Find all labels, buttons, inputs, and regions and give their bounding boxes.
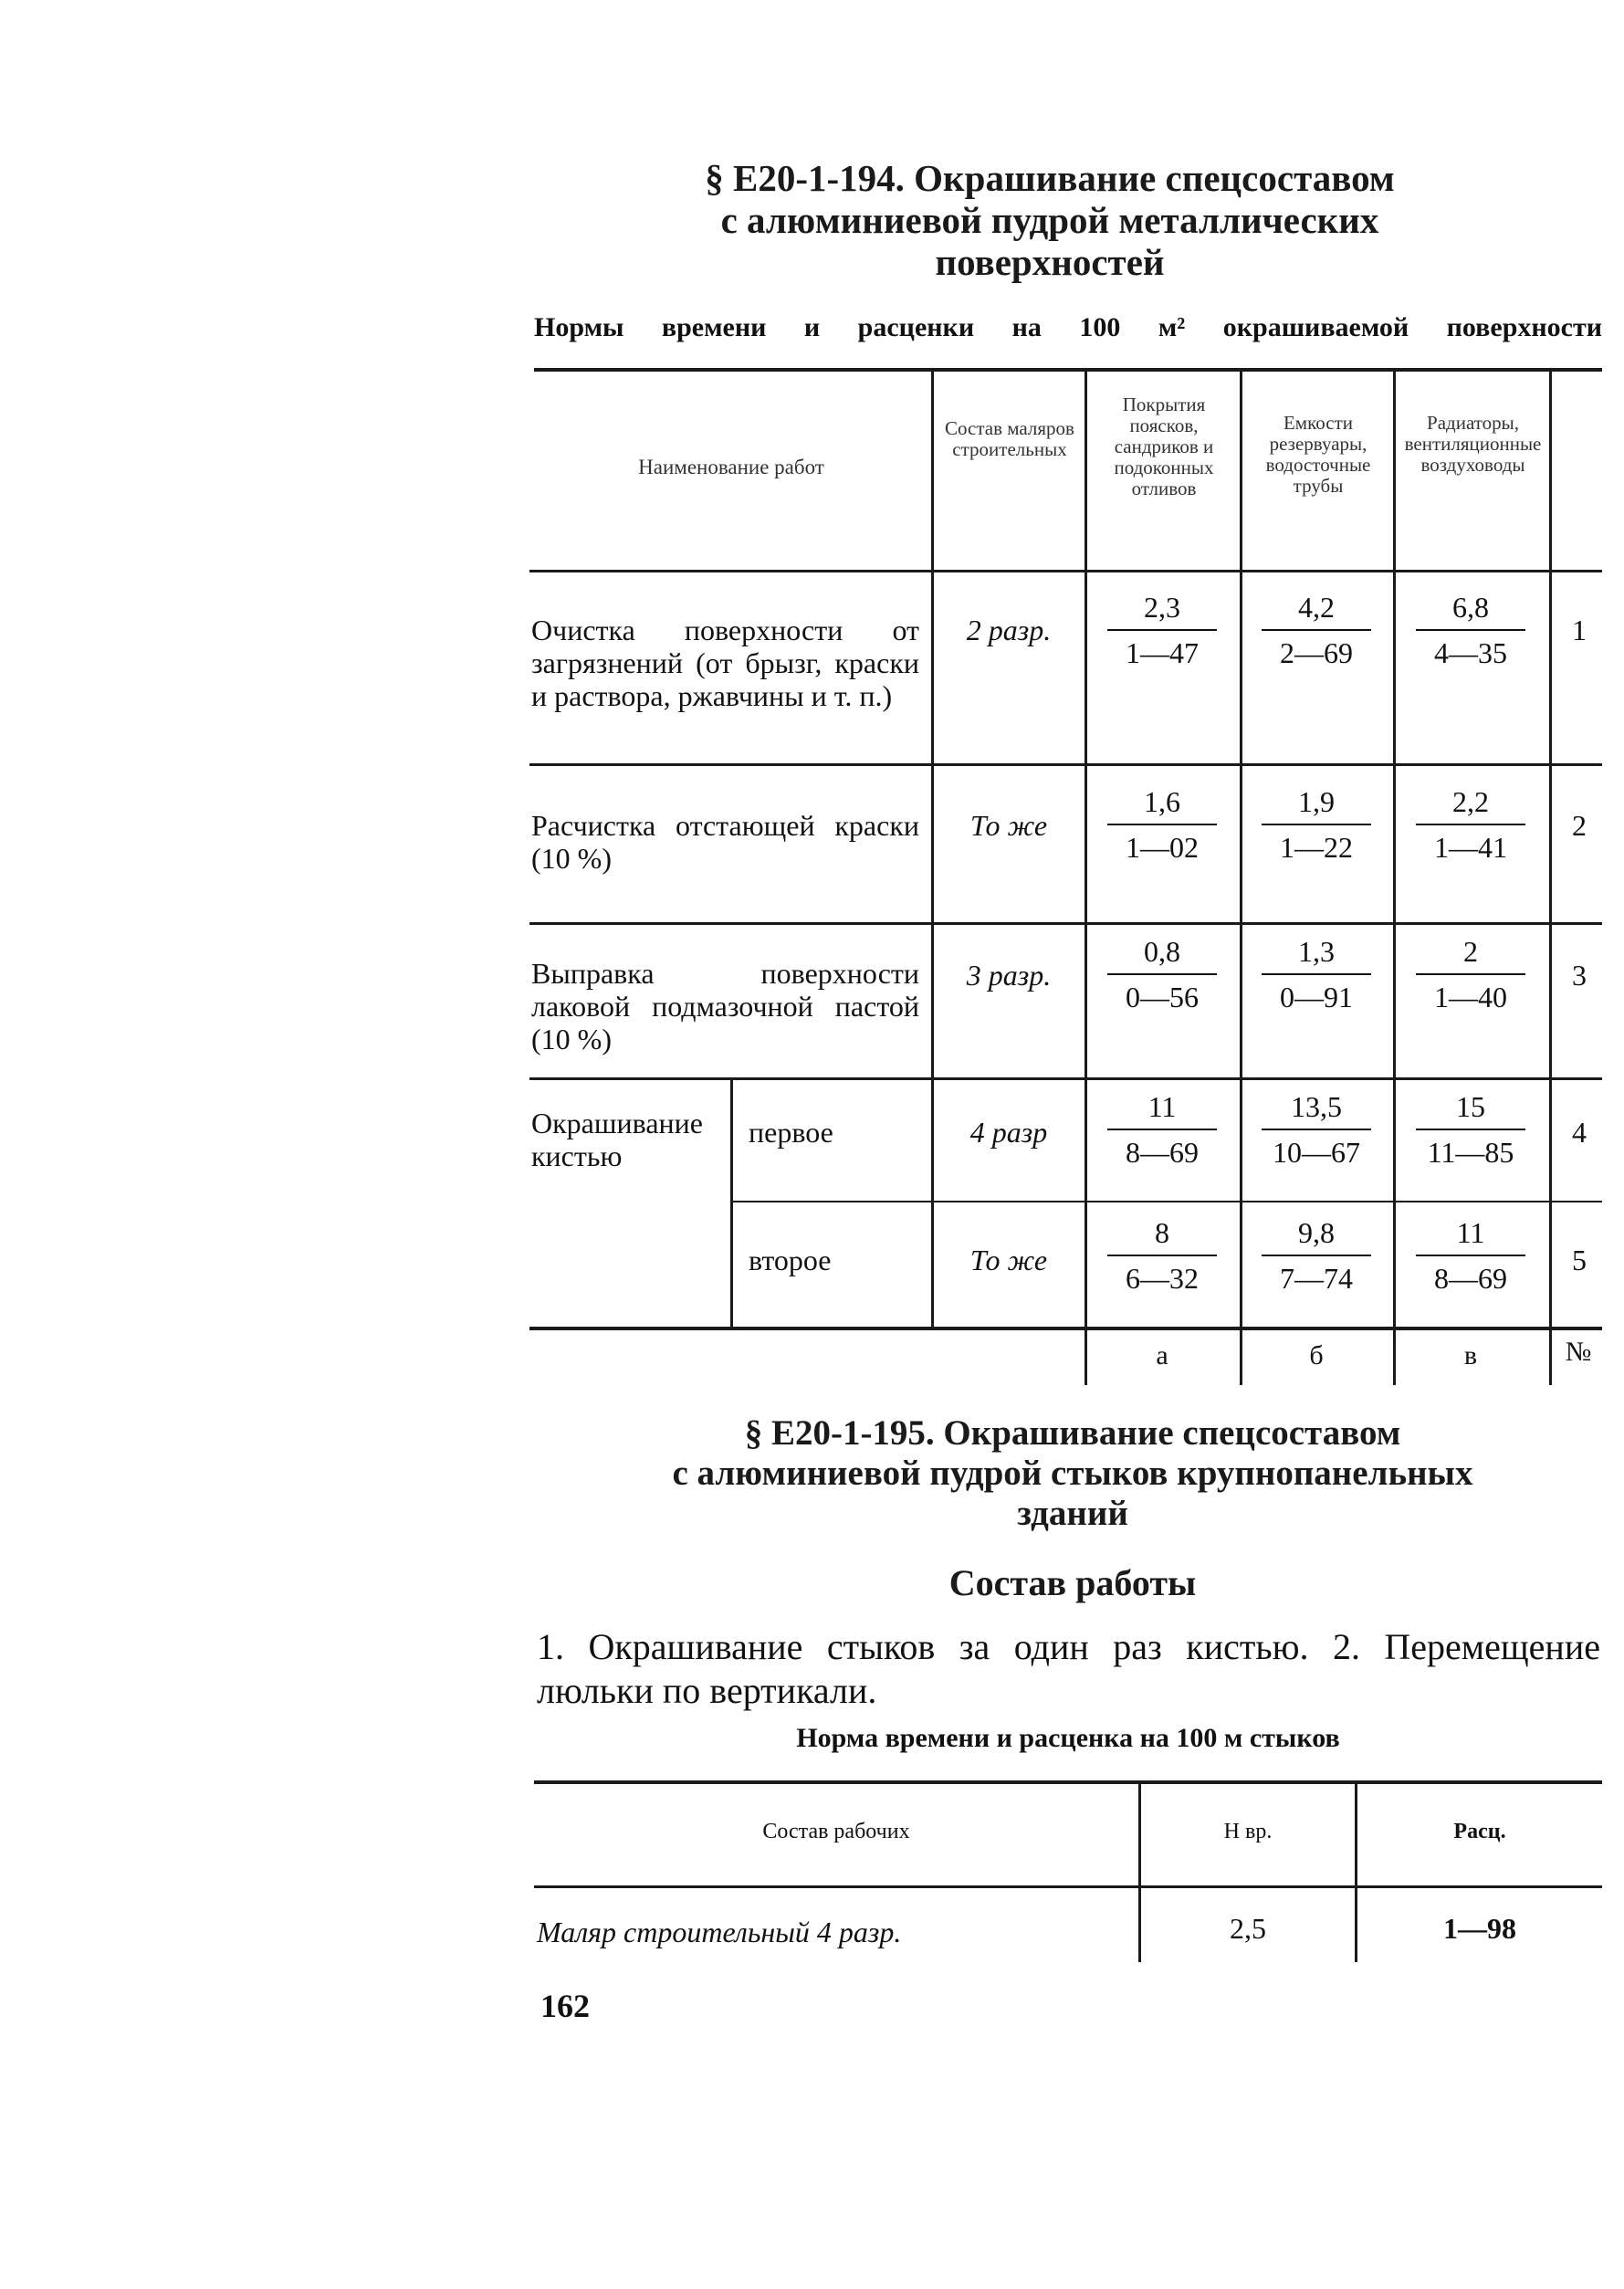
column-letter-b: б [1309, 1340, 1324, 1370]
row-3-b-rate: 0—91 [1280, 981, 1353, 1013]
header-col-a: Покрытия поясков, сандриков и подоконных отливов [1114, 394, 1214, 499]
row-5-a-rate: 6—32 [1126, 1262, 1199, 1295]
row-4-value-b [1262, 1088, 1371, 1171]
work-composition-heading: Состав работы [948, 1562, 1197, 1603]
row-rule-3 [529, 1077, 1602, 1080]
work-composition-text: 1. Окрашивание стыков за один раз кистью. 2. Перемещение люльки по вертикали. [537, 1626, 1600, 1711]
column-letter-a: а [1156, 1340, 1168, 1370]
table-2-header-rule [534, 1885, 1602, 1888]
row-4-number: 4 [1572, 1116, 1587, 1149]
row-3-a-rate: 0—56 [1126, 981, 1199, 1013]
row-1-c-rate: 4—35 [1434, 636, 1507, 669]
table-2-header-crew: Состав рабочих [762, 1820, 910, 1843]
row-2-value-c [1416, 783, 1525, 866]
section-2-heading-line2: с алюминиевой пудрой стыков крупнопанельных [672, 1454, 1473, 1493]
row-2-number: 2 [1572, 809, 1587, 842]
section-2-heading [548, 1413, 1598, 1534]
row-4-a-rate: 8—69 [1126, 1136, 1199, 1169]
section-1-heading-line3: поверхностей [935, 241, 1165, 283]
column-number-sign: № [1565, 1337, 1592, 1367]
section-1-heading [584, 157, 1515, 283]
row-3-number: 3 [1572, 959, 1587, 992]
row-5-value-b [1262, 1214, 1371, 1297]
row-5-number: 5 [1572, 1244, 1587, 1276]
row-2-value-b [1262, 783, 1371, 866]
table-2-rate-value: 1—98 [1443, 1912, 1516, 1945]
row-5-value-c [1416, 1214, 1525, 1297]
row-2-c-norm: 2,2 [1452, 785, 1489, 818]
col-divider-a [1084, 372, 1087, 1385]
table-bottom-rule [529, 1327, 1602, 1330]
row-3-c-rate: 1—40 [1434, 981, 1507, 1013]
row-1-a-norm: 2,3 [1144, 591, 1180, 624]
row-1-b-rate: 2—69 [1280, 636, 1353, 669]
row-rule-1 [529, 763, 1602, 766]
row-1-b-norm: 4,2 [1298, 591, 1335, 624]
row-rule-4 [730, 1201, 1602, 1202]
col-divider-crew [931, 372, 934, 1327]
row-4-crew: 4 разр [969, 1116, 1048, 1149]
table-header-rule [529, 570, 1602, 572]
row-3-crew: 3 разр. [966, 959, 1052, 992]
row-2-b-norm: 1,9 [1298, 785, 1335, 818]
row-3-a-norm: 0,8 [1144, 935, 1180, 968]
row-5-a-norm: 8 [1155, 1216, 1169, 1249]
section-1-heading-line2: с алюминиевой пудрой металлических [720, 199, 1379, 241]
row-5-b-norm: 9,8 [1298, 1216, 1335, 1249]
col-divider-group [730, 1080, 733, 1327]
section-1-heading-line1: § Е20-1-194. Окрашивание спецсоставом [705, 157, 1395, 199]
row-1-value-a [1107, 589, 1217, 671]
header-col-b: Емкости резервуары, водосточные трубы [1265, 412, 1371, 497]
row-2-value-a [1107, 783, 1217, 866]
col-divider-b [1240, 372, 1242, 1385]
row-3-c-norm: 2 [1463, 935, 1478, 968]
row-5-work-name: второе [749, 1244, 832, 1276]
row-4-b-norm: 13,5 [1291, 1090, 1342, 1123]
row-2-a-norm: 1,6 [1144, 785, 1180, 818]
row-1-value-c [1416, 589, 1525, 671]
page-number: 162 [540, 1988, 590, 2024]
section-1-table-caption: Нормы времени и расценки на 100 м² окрашиваемой поверхности [534, 312, 1602, 342]
row-1-a-rate: 1—47 [1126, 636, 1199, 669]
row-rule-2 [529, 922, 1602, 925]
row-2-a-rate: 1—02 [1126, 831, 1199, 864]
row-5-c-rate: 8—69 [1434, 1262, 1507, 1295]
row-3-value-c [1416, 933, 1525, 1015]
table-2-header-hours: Н вр. [1223, 1820, 1273, 1843]
row-4-value-c [1416, 1088, 1525, 1171]
row-4-work-name: первое [749, 1116, 833, 1149]
table-2-crew-value: Маляр строительный 4 разр. [537, 1916, 902, 1948]
row-5-crew: То же [969, 1244, 1048, 1276]
col-divider-c [1393, 372, 1396, 1385]
row-4-b-rate: 10—67 [1273, 1136, 1360, 1169]
row-4-c-rate: 11—85 [1427, 1136, 1514, 1169]
header-col-c: Радиаторы, вентиляционные воздуховоды [1404, 412, 1542, 476]
row-3-value-b [1262, 933, 1371, 1015]
row-4-value-a [1107, 1088, 1217, 1171]
row-5-b-rate: 7—74 [1280, 1262, 1353, 1295]
section-2-heading-line1: § Е20-1-195. Окрашивание спецсоставом [744, 1413, 1401, 1453]
row-1-crew: 2 разр. [966, 614, 1052, 646]
col-divider-num [1549, 372, 1552, 1385]
section-2-table-caption: Норма времени и расценка на 100 м стыков [796, 1723, 1340, 1753]
row-1-c-norm: 6,8 [1452, 591, 1489, 624]
row-5-value-a [1107, 1214, 1217, 1297]
row-4-a-norm: 11 [1147, 1090, 1177, 1123]
group-label-painting: Окрашивание кистью [531, 1107, 703, 1172]
row-3-work-name: Выправка поверхности лаковой подмазочной пастой (10 %) [531, 957, 919, 1055]
row-4-c-norm: 15 [1456, 1090, 1485, 1123]
table-2-hours-value: 2,5 [1230, 1912, 1266, 1945]
row-2-c-rate: 1—41 [1434, 831, 1507, 864]
section-2-heading-line3: зданий [1017, 1494, 1128, 1533]
row-3-value-a [1107, 933, 1217, 1015]
column-letter-c: в [1463, 1340, 1478, 1370]
row-1-value-b [1262, 589, 1371, 671]
table-2-header-rate: Расц. [1453, 1820, 1506, 1843]
table-top-rule [534, 368, 1602, 372]
table-2-top-rule [534, 1780, 1602, 1784]
row-2-crew: То же [969, 809, 1048, 842]
row-2-b-rate: 1—22 [1280, 831, 1353, 864]
header-work-name: Наименование работ [638, 456, 824, 478]
row-1-number: 1 [1572, 614, 1587, 646]
row-5-c-norm: 11 [1456, 1216, 1485, 1249]
row-1-work-name: Очистка поверхности от загрязнений (от брызг, краски и раствора, ржавчины и т. п.) [531, 614, 919, 712]
row-2-work-name: Расчистка отстающей краски (10 %) [531, 809, 919, 875]
header-crew: Состав маляров строительных [945, 417, 1074, 460]
row-3-b-norm: 1,3 [1298, 935, 1335, 968]
